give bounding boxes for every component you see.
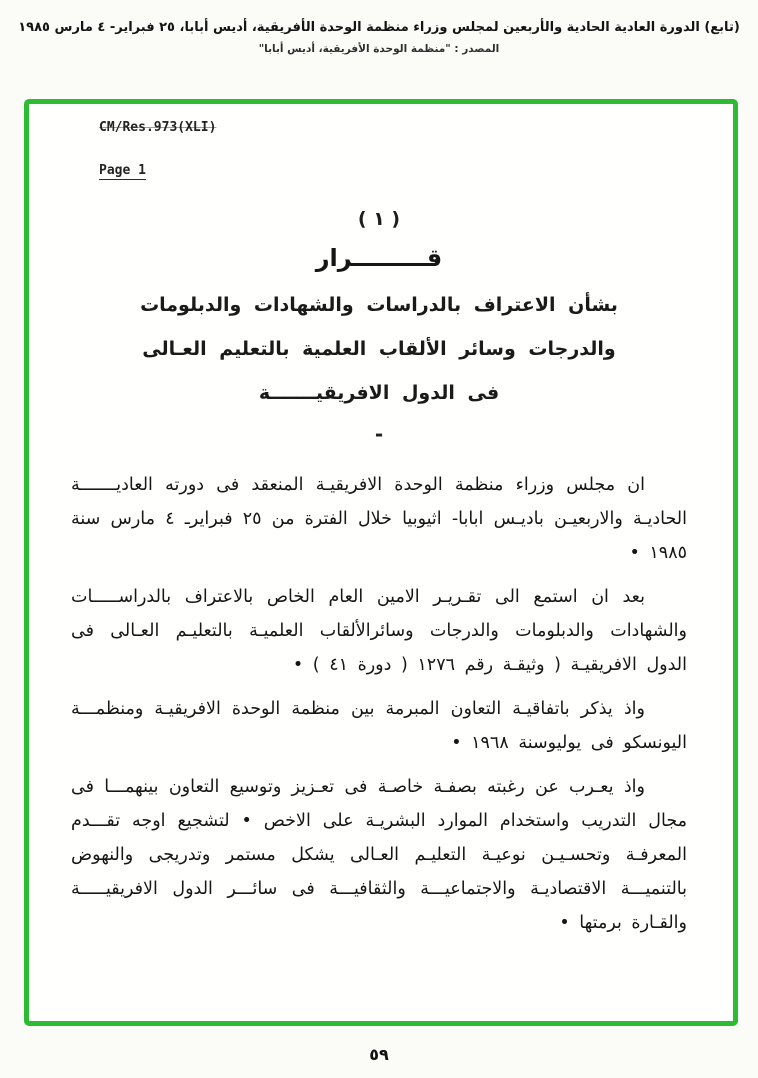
header-source-line: المصدر : "منظمة الوحدة الأفريقية، أديس أبابا" — [258, 43, 500, 55]
paragraph-preamble: ان مجلس وزراء منظمة الوحدة الافريقيـة المنعقد فى دورته العاديـــــــة الحاديـة والاربعيـن باديـس ابابا- اثيوبيا خلال الفترة من ٢٥ فبرايرـ ٤ مارس سنة ١٩٨٥ • — [71, 475, 687, 563]
resolution-title-block — [71, 208, 687, 446]
separator-dash: - — [374, 422, 384, 446]
document-reference-block — [99, 120, 687, 180]
subtitle-line-1: بشأن الاعتراف بالدراسات والشهادات والدبلومات — [140, 294, 618, 316]
paragraph-having-heard: بعد ان استمع الى تقـريـر الامين العام الخاص بالاعتراف بالدراســـــات والشهادات والدبلومات والدرجات وسائرالألقاب العلميـة بالتعليـم العـالى فى الدول الافريقيـة ( وثيقـة رقم ١٢٧٦ ( دورة ٤١ ) • — [71, 587, 687, 675]
page-label: Page 1 — [99, 163, 146, 178]
paragraph-expressing: واذ يعـرب عن رغبته بصفـة خاصـة فى تعـزيز وتوسيع التعاون بينهمـــا فى مجال التدريب واستخدام الموارد البشريـة على الاخص • لتشجيع اوجه تقـــدم المعرفـة وتحسـيـن نوعيـة التعليـم العـالى يشكل مستمر وتدريجى والنهوض بالتنميـــة الاقتصاديـة والاجتماعيـــة والثقافيـــة فى سائـــر الدول الافريقيـــــة والقـارة برمتها • — [71, 777, 687, 933]
page-footer — [0, 1045, 758, 1064]
item-number: ( ١ ) — [357, 208, 401, 230]
page-header — [0, 0, 758, 55]
paragraph-recalling: واذ يذكر باتفاقيـة التعاون المبرمة بين منظمة الوحدة الافريقيـة ومنظمـــة اليونسكو فى يوليوسنة ١٩٦٨ • — [71, 699, 687, 753]
resolution-title: قـــــــــرار — [315, 244, 443, 272]
document-reference: CM/Res.973(XLI) — [99, 120, 217, 135]
scanned-page-frame — [24, 99, 738, 1026]
subtitle-line-3: فى الدول الافريقيـــــــة — [258, 382, 500, 404]
resolution-body — [71, 468, 687, 940]
header-session-title: (تابع) الدورة العادية الحادية والأربعين لمجلس وزراء منظمة الوحدة الأفريقية، أديس أبابا، ٢٥ فبراير- ٤ مارس ١٩٨٥ — [18, 20, 740, 35]
subtitle-line-2: والدرجات وسائر الألقاب العلمية بالتعليم العـالى — [142, 338, 616, 360]
page-number: ٥٩ — [369, 1045, 389, 1064]
